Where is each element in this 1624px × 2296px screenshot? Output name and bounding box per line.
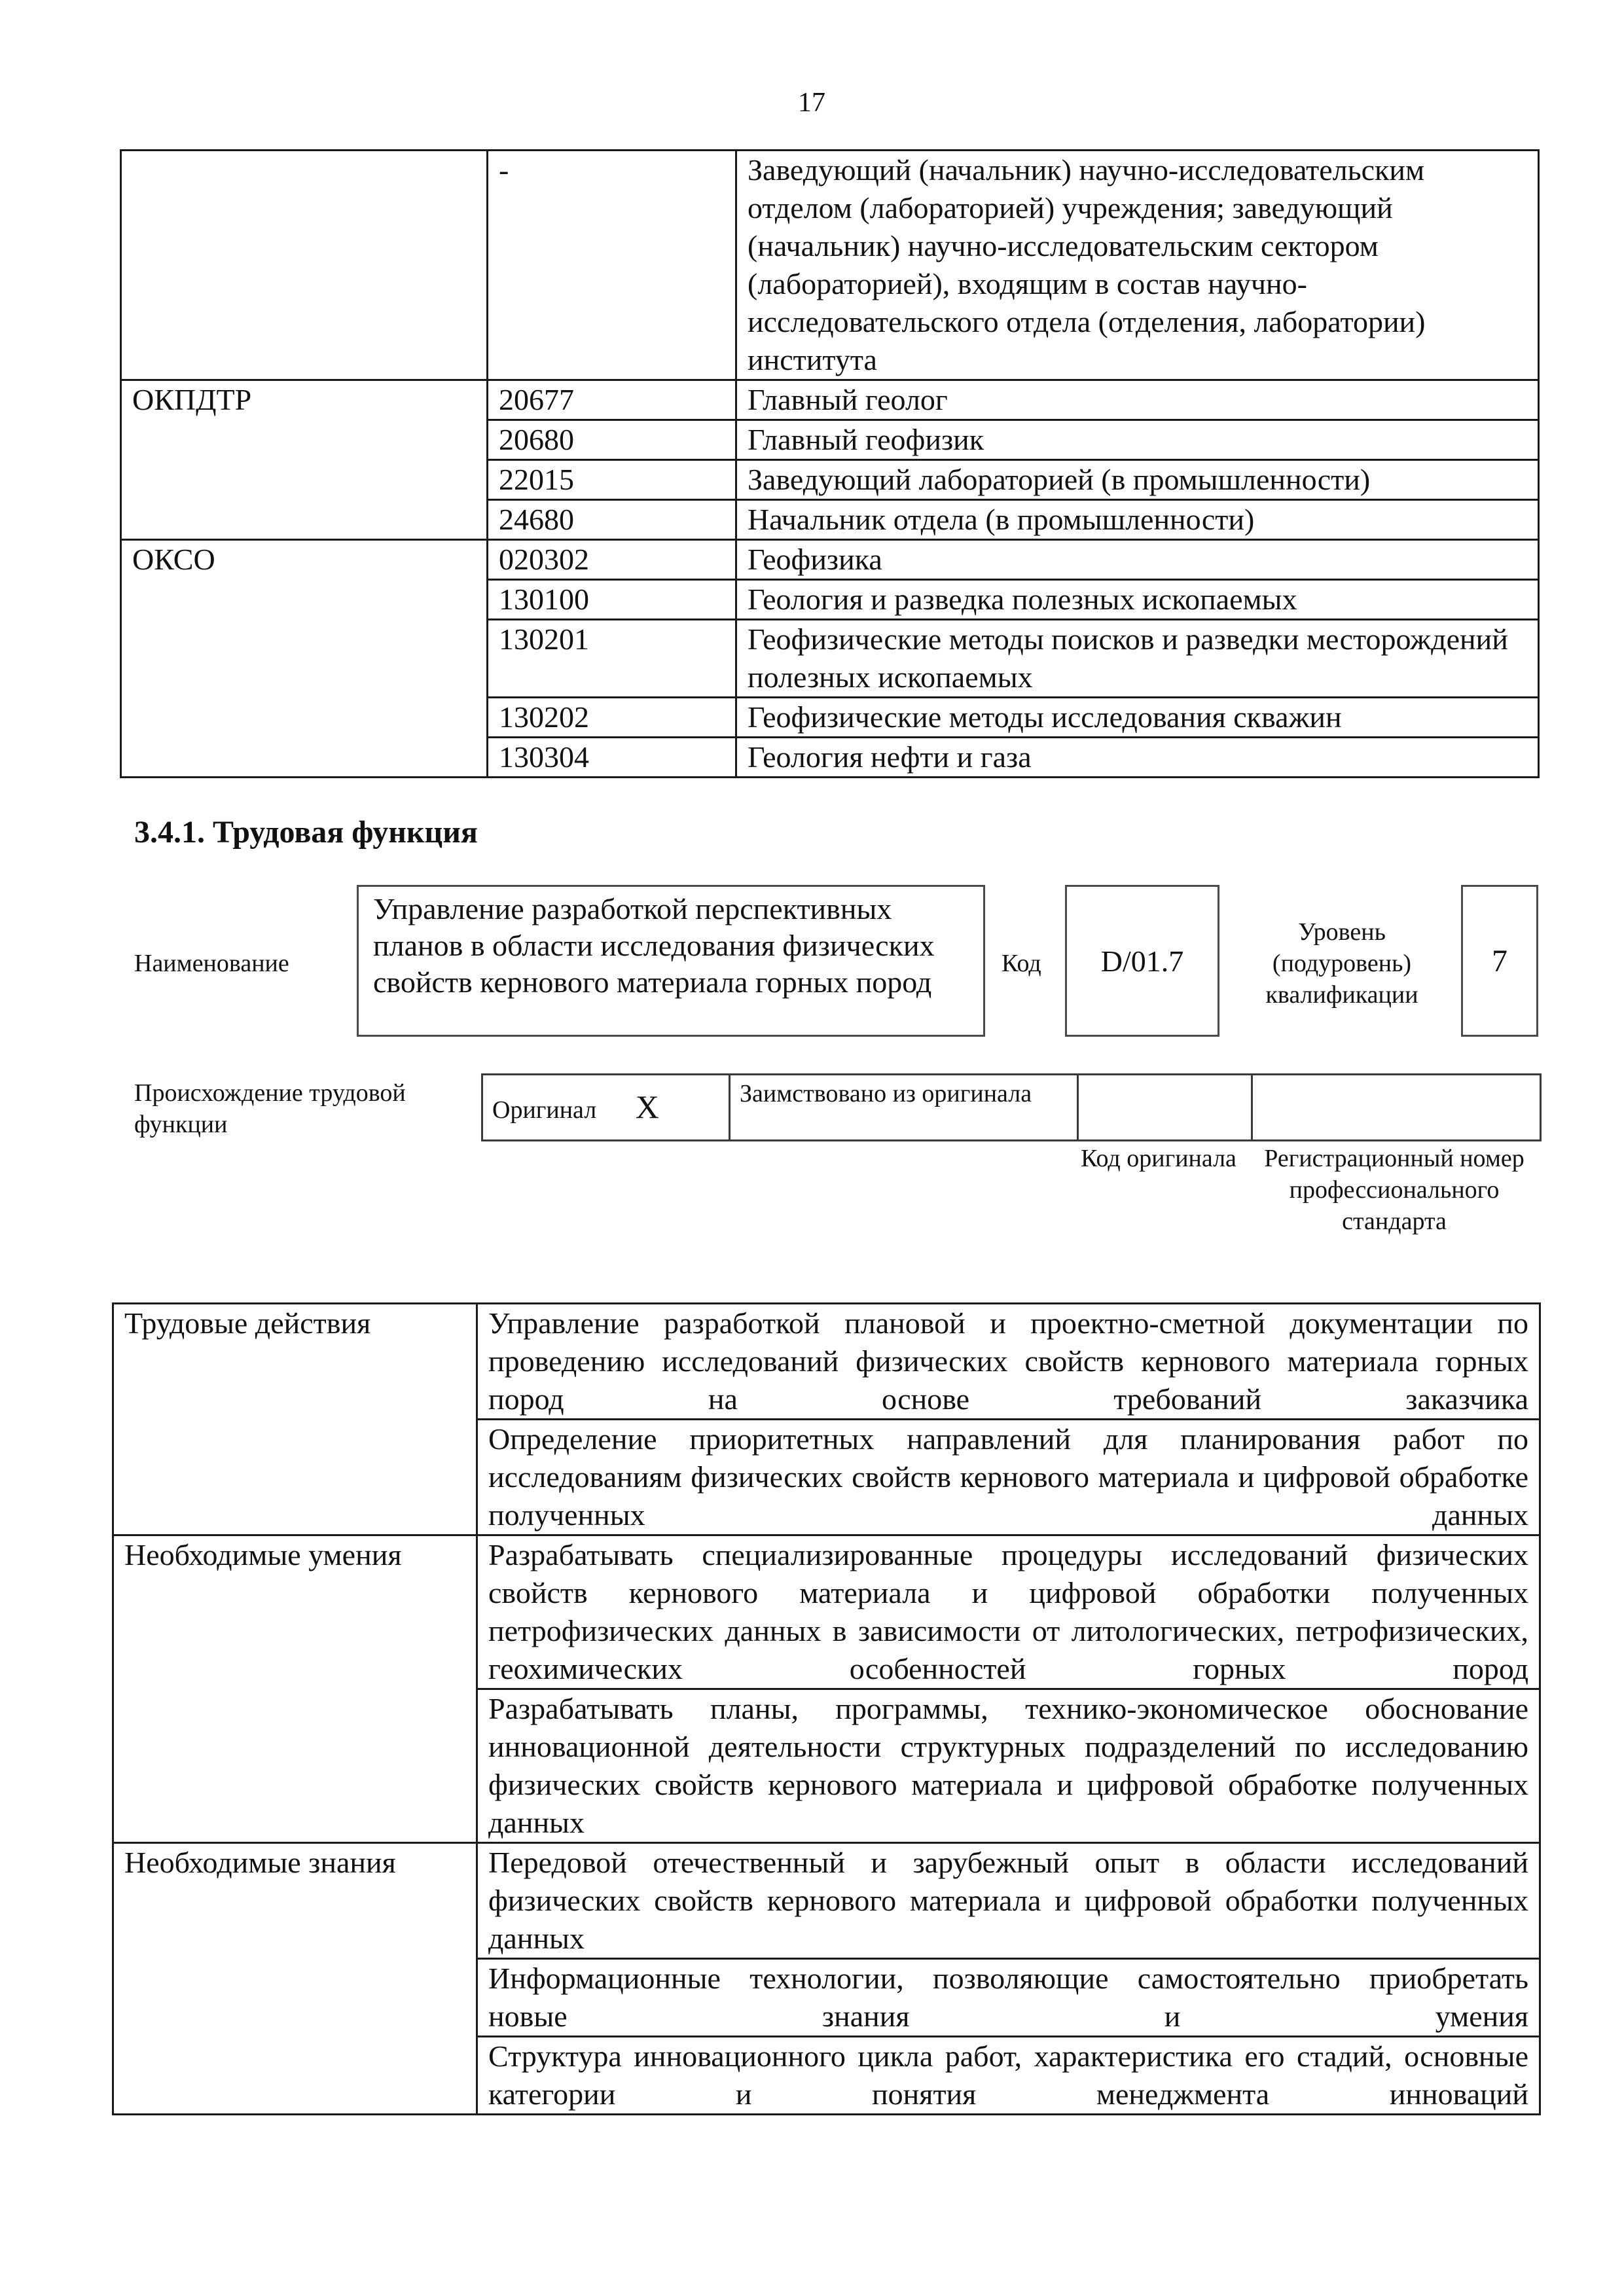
function-name-box: Управление разработкой перспективных планов в области исследования физических свойств кернового материала горных пород bbox=[357, 885, 985, 1037]
item-cell bbox=[477, 1420, 1540, 1535]
category-cell: Необходимые умения bbox=[113, 1535, 477, 1843]
table-row bbox=[121, 380, 1539, 420]
name-cell: Главный геолог bbox=[736, 380, 1539, 420]
code-cell: 130201 bbox=[488, 620, 736, 698]
related-codes-table bbox=[120, 149, 1540, 778]
item-text: Управление разработкой плановой и проектно-сметной документации по проведению исследований физических свойств кернового материала горных пород на основе требований заказчика bbox=[488, 1306, 1528, 1416]
function-code-label: Код bbox=[1001, 950, 1041, 977]
name-cell: Геология и разведка полезных ископаемых bbox=[736, 580, 1539, 620]
original-cell bbox=[482, 1075, 730, 1141]
name-cell: Заведующий лабораторией (в промышленности) bbox=[736, 460, 1539, 500]
code-of-original-caption: Код оригинала bbox=[1081, 1145, 1236, 1172]
item-cell bbox=[477, 1689, 1540, 1843]
code-cell: 24680 bbox=[488, 500, 736, 540]
table-row bbox=[482, 1075, 1541, 1141]
original-label: Оригинал bbox=[492, 1096, 597, 1124]
category-cell: Трудовые действия bbox=[113, 1304, 477, 1535]
item-cell bbox=[477, 1304, 1540, 1420]
function-name-label: Наименование bbox=[134, 950, 289, 977]
code-cell: - bbox=[488, 151, 736, 380]
qualification-level-label: Уровень (подуровень) квалификации bbox=[1265, 918, 1418, 1009]
item-cell bbox=[477, 1535, 1540, 1689]
item-cell bbox=[477, 2037, 1540, 2115]
section-heading: 3.4.1. Трудовая функция bbox=[134, 815, 478, 850]
item-cell bbox=[477, 1843, 1540, 1959]
item-text: Информационные технологии, позволяющие самостоятельно приобретать новые знания и умения bbox=[488, 1962, 1528, 2033]
classifier-cell: ОКСО bbox=[121, 540, 488, 778]
name-cell: Геофизические методы исследования скважин bbox=[736, 698, 1539, 738]
classifier-cell bbox=[121, 151, 488, 380]
item-text: Передовой отечественный и зарубежный опыт в области исследований физических свойств кернового материала и цифровой обработки полученных данных bbox=[488, 1846, 1528, 1955]
table-row bbox=[113, 1843, 1540, 1959]
table-row bbox=[113, 1535, 1540, 1689]
function-code-box: D/01.7 bbox=[1065, 885, 1219, 1037]
origin-label: Происхождение трудовой функции bbox=[134, 1079, 406, 1138]
code-cell: 130304 bbox=[488, 738, 736, 778]
item-text: Определение приоритетных направлений для планирования работ по исследованиям физических свойств кернового материала и цифровой обработке полученных данных bbox=[488, 1422, 1528, 1532]
code-cell: 20680 bbox=[488, 420, 736, 460]
code-cell: 22015 bbox=[488, 460, 736, 500]
code-cell: 020302 bbox=[488, 540, 736, 580]
borrowed-cell: Заимствовано из оригинала bbox=[730, 1075, 1078, 1141]
code-of-original-cell bbox=[1078, 1075, 1252, 1141]
duties-table bbox=[112, 1302, 1541, 2115]
code-cell: 20677 bbox=[488, 380, 736, 420]
code-cell: 130202 bbox=[488, 698, 736, 738]
registration-number-caption: Регистрационный номер профессионального стандарта bbox=[1264, 1145, 1525, 1235]
classifier-cell: ОКПДТР bbox=[121, 380, 488, 540]
name-cell: Начальник отдела (в промышленности) bbox=[736, 500, 1539, 540]
table-row bbox=[121, 151, 1539, 380]
page-number: 17 bbox=[798, 88, 825, 118]
item-text: Структура инновационного цикла работ, характеристика его стадий, основные категории и понятия менеджмента инноваций bbox=[488, 2039, 1528, 2111]
name-cell: Заведующий (начальник) научно-исследовательским отделом (лабораторией) учреждения; заведующий (начальник) научно-исследовательским сектором (лабораторией), входящим в состав научно-исследовательского отдела (отделения, лаборатории) института bbox=[736, 151, 1539, 380]
name-cell: Геофизика bbox=[736, 540, 1539, 580]
item-text: Разрабатывать планы, программы, технико-экономическое обоснование инновационной деятельности структурных подразделений по исследованию физических свойств кернового материала и цифровой обработке полученных данных bbox=[488, 1692, 1528, 1839]
code-cell: 130100 bbox=[488, 580, 736, 620]
name-cell: Главный геофизик bbox=[736, 420, 1539, 460]
origin-table bbox=[481, 1073, 1542, 1141]
registration-number-cell bbox=[1252, 1075, 1541, 1141]
table-row bbox=[121, 540, 1539, 580]
table-row bbox=[113, 1304, 1540, 1420]
name-cell: Геология нефти и газа bbox=[736, 738, 1539, 778]
name-cell: Геофизические методы поисков и разведки месторождений полезных ископаемых bbox=[736, 620, 1539, 698]
item-text: Разрабатывать специализированные процедуры исследований физических свойств кернового материала и цифровой обработки полученных петрофизических данных в зависимости от литологических, петрофизических, геохимических особенностей горных пород bbox=[488, 1538, 1528, 1685]
original-mark: X bbox=[635, 1088, 659, 1125]
category-cell: Необходимые знания bbox=[113, 1843, 477, 2115]
item-cell bbox=[477, 1959, 1540, 2037]
qualification-level-box: 7 bbox=[1461, 885, 1538, 1037]
